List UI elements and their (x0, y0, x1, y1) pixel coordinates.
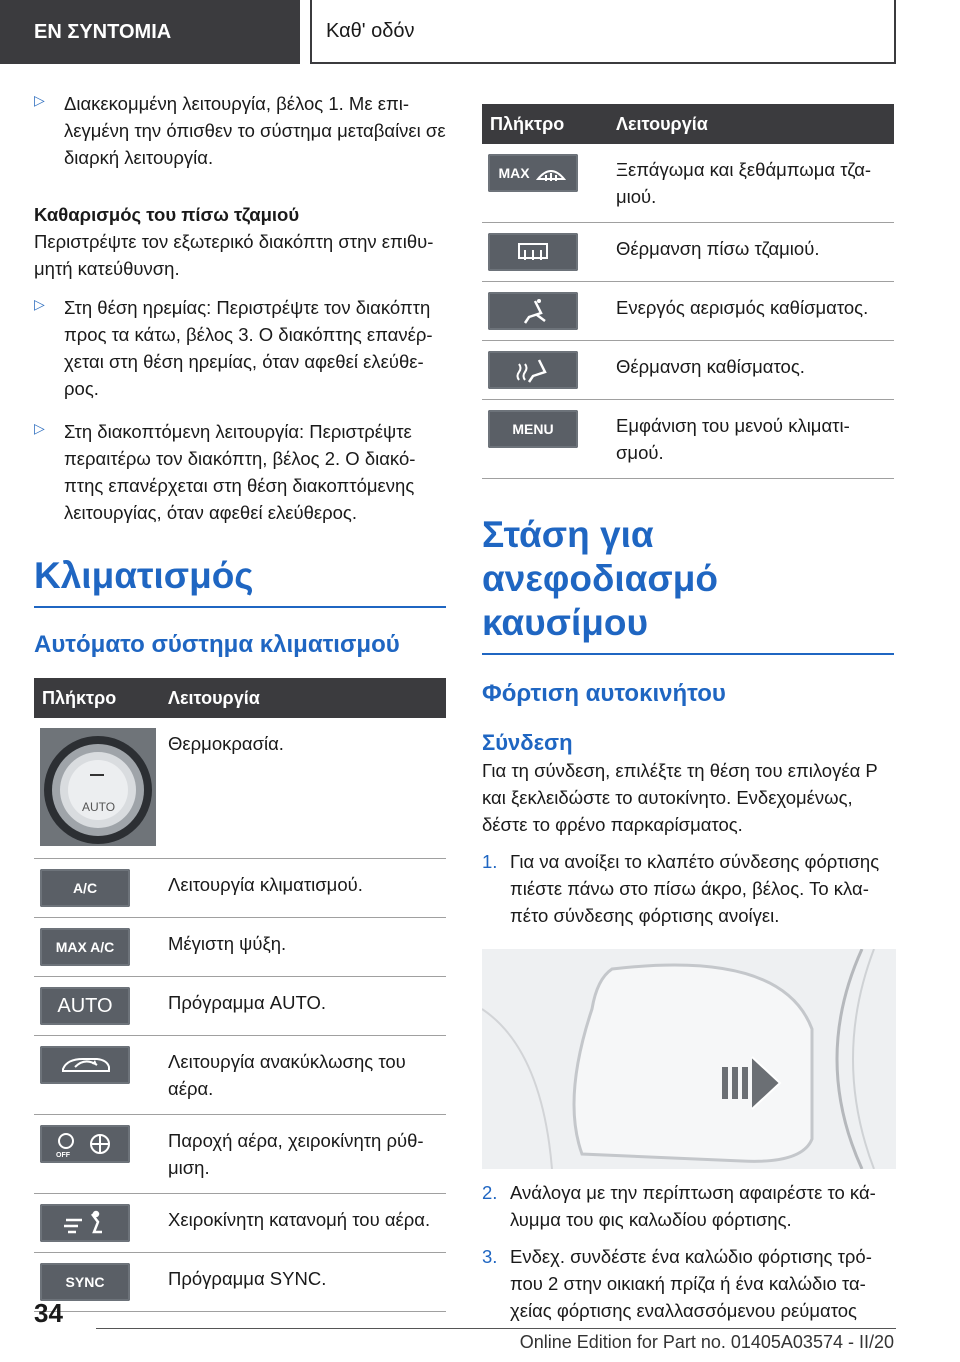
right-column (482, 104, 894, 1324)
step-number: 1. (482, 851, 498, 872)
table-row (482, 282, 894, 341)
connection-intro: Για τη σύνδεση, επιλέξτε τη θέση του επιλογέα P και ξεκλειδώστε το αυτοκίνητο. Ενδεχομένως, δέστε το φρένο παρκαρίσματος. (482, 760, 878, 835)
row-text: Λειτουργία κλιματισμού. (162, 859, 446, 918)
menu-button-icon: MENU (488, 410, 578, 448)
connection-heading: Σύνδεση (482, 730, 573, 755)
col-key-header: Πλήκτρο (482, 104, 610, 144)
max-defrost-icon (488, 154, 578, 192)
row-text: Μέγιστη ψύξη. (162, 918, 446, 977)
table-row (34, 977, 446, 1036)
table-row (34, 1194, 446, 1253)
step-text: Για να ανοίξει το κλαπέτο σύνδεσης φόρτισης πιέστε πάνω στο πίσω άκρο, βέλος. Το κλα‐πέτο σύνδεσης φόρτισης ανοίγει. (510, 851, 880, 926)
table-row (34, 918, 446, 977)
fan-icon (40, 1125, 130, 1163)
row-text: Θερμοκρασία. (162, 718, 446, 859)
row-text: Ενεργός αερισμός καθίσματος. (610, 282, 894, 341)
step-text: Ενδεχ. συνδέστε ένα καλώδιο φόρτισης τρό‐που 2 στην οικιακή πρίζα ή ένα καλώδιο τα‐χείας φόρτισης εναλλασσόμενου ρεύματος (510, 1246, 872, 1321)
climate-keys-table-continued (482, 104, 894, 479)
list-item (482, 1179, 894, 1233)
table-row (34, 1115, 446, 1194)
table-row (482, 144, 894, 223)
row-text: Πρόγραμμα AUTO. (162, 977, 446, 1036)
row-text: Εμφάνιση του μενού κλιματι‐σμού. (610, 400, 894, 479)
charging-heading: Φόρτιση αυτοκινήτου (482, 680, 726, 707)
seat-ventilation-icon (488, 292, 578, 330)
list-item (34, 418, 446, 526)
triangle-bullet-icon: ▷ (34, 92, 45, 108)
page-number: 34 (34, 1298, 63, 1328)
recirculation-icon (40, 1046, 130, 1084)
left-column (34, 90, 446, 1312)
svg-text:OFF: OFF (56, 1152, 70, 1159)
list-item (482, 1243, 894, 1324)
auto-button-icon: AUTO (40, 987, 130, 1025)
step-number: 2. (482, 1182, 498, 1203)
key-label: MAX (498, 164, 530, 181)
sync-button-icon: SYNC (40, 1263, 130, 1301)
ac-button-icon: A/C (40, 869, 130, 907)
list-item (34, 90, 446, 171)
knob-label: AUTO (82, 800, 116, 814)
row-text: Θέρμανση πίσω τζαμιού. (610, 223, 894, 282)
row-text: Πρόγραμμα SYNC. (162, 1253, 446, 1312)
table-row (482, 400, 894, 479)
row-text: Ξεπάγωμα και ξεθάμπωμα τζα‐μιού. (610, 144, 894, 223)
step-text: Ανάλογα με την περίπτωση αφαιρέστε το κά‐λυμμα του φις καλωδίου φόρτισης. (510, 1182, 876, 1230)
list-item (482, 848, 894, 929)
footer-edition: Online Edition for Part no. 01405A03574 - II/20 (519, 1332, 894, 1352)
climate-heading: Κλιματισμός (34, 554, 446, 608)
col-function-header: Λειτουργία (162, 678, 446, 718)
footer-divider (96, 1328, 896, 1329)
bullet-text: Στη θέση ηρεμίας: Περιστρέψτε τον διακόπτη προς τα κάτω, βέλος 3. Ο διακόπτης επανέρ‐χεται στη θέση ηρεμίας, όταν αφεθεί ελεύθε‐ρος. (64, 297, 433, 399)
table-row (34, 1253, 446, 1312)
auto-climate-heading: Αυτόματο σύστημα κλιματισμού (34, 631, 400, 658)
charging-flap-image (482, 949, 896, 1169)
table-row (34, 859, 446, 918)
step-number: 3. (482, 1246, 498, 1267)
refuel-heading: Στάση για ανεφοδιασμό καυσίμου (482, 513, 894, 655)
table-row (34, 718, 446, 859)
triangle-bullet-icon: ▷ (34, 420, 45, 436)
triangle-bullet-icon: ▷ (34, 296, 45, 312)
col-function-header: Λειτουργία (610, 104, 894, 144)
rear-wiper-heading: Καθαρισμός του πίσω τζαμιού (34, 204, 300, 225)
chapter-tab: Καθ' οδόν (310, 0, 896, 64)
row-text: Παροχή αέρα, χειροκίνητη ρύθ‐μιση. (162, 1115, 446, 1194)
table-row (34, 1036, 446, 1115)
bullet-text: Στη διακοπτόμενη λειτουργία: Περιστρέψτε περαιτέρω τον διακόπτη, βέλος 2. Ο διακό‐πτης επανέρχεται στη θέση διακοπτόμενης λειτουργίας, όταν αφεθεί ελεύθερος. (64, 421, 416, 523)
col-key-header: Πλήκτρο (34, 678, 162, 718)
row-text: Θέρμανση καθίσματος. (610, 341, 894, 400)
row-text: Λειτουργία ανακύκλωσης του αέρα. (162, 1036, 446, 1115)
table-row (482, 341, 894, 400)
table-row (482, 223, 894, 282)
bullet-text: Διακεκομμένη λειτουργία, βέλος 1. Με επι‐λεγμένη την όπισθεν το σύστημα μεταβαίνει σε διαρκή λειτουργία. (64, 93, 446, 168)
air-distribution-icon (40, 1204, 130, 1242)
temperature-knob-icon (40, 728, 156, 846)
row-text: Χειροκίνητη κατανομή του αέρα. (162, 1194, 446, 1253)
rear-wiper-text: Περιστρέψτε τον εξωτερικό διακόπτη στην επιθυ‐μητή κατεύθυνση. (34, 231, 434, 279)
section-tab: ΕΝ ΣΥΝΤΟΜΙΑ (0, 0, 300, 64)
climate-keys-table (34, 678, 446, 1312)
max-ac-button-icon: MAX A/C (40, 928, 130, 966)
list-item (34, 294, 446, 402)
seat-heating-icon (488, 351, 578, 389)
rear-defrost-icon (488, 233, 578, 271)
